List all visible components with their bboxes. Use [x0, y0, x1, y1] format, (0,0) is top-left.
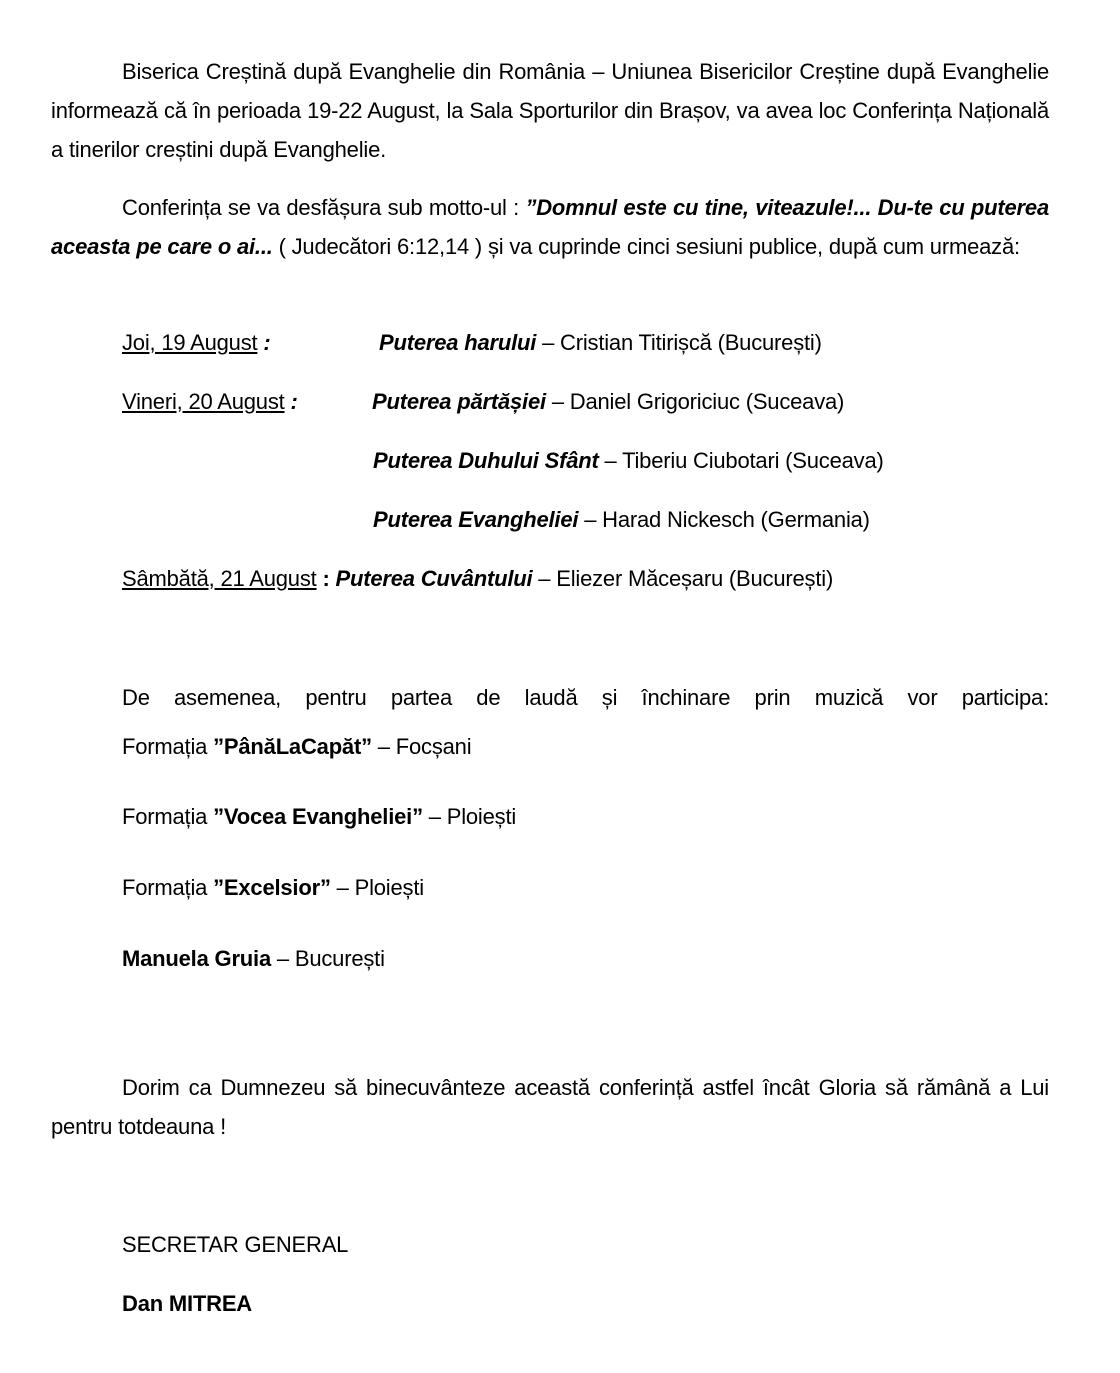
session-speaker: – Cristian Titirișcă (București) — [536, 330, 822, 355]
music-group-city: – Ploiești — [330, 875, 424, 900]
motto-lead: Conferința se va desfășura sub motto-ul : — [122, 195, 526, 220]
music-group-name: ”PânăLaCapăt” — [213, 734, 372, 759]
intro-text: Biserica Creștină după Evanghelie din România – Uniunea Bisericilor Creștine după Evanghelie informează că în perioada 19-22 August, la Sala Sporturilor din Brașov, va avea loc Conferința Națională a tinerilor creștini după Evanghelie. — [51, 59, 1049, 162]
session-speaker: – Harad Nickesch (Germania) — [578, 507, 870, 532]
session-speaker: – Tiberiu Ciubotari (Suceava) — [598, 448, 884, 473]
music-group — [122, 732, 471, 762]
signature-name: Dan MITREA — [122, 1291, 253, 1316]
music-group — [122, 944, 385, 974]
music-group-prefix: Formația — [122, 804, 214, 829]
motto-paragraph — [51, 188, 1049, 266]
session-title: Puterea Cuvântului — [335, 566, 533, 591]
intro-paragraph — [51, 52, 1049, 169]
session-title: Puterea Evangheliei — [373, 507, 579, 532]
session-speaker: – Eliezer Măceșaru (București) — [532, 566, 834, 591]
closing-paragraph — [51, 1068, 1049, 1146]
session-title: Puterea Duhului Sfânt — [373, 448, 599, 473]
session-day: Sâmbătă, 21 August — [122, 566, 317, 591]
session-day: Joi, 19 August — [122, 330, 258, 355]
music-group-name: Manuela Gruia — [122, 946, 271, 971]
music-group-city: – București — [271, 946, 385, 971]
signature-role: SECRETAR GENERAL — [122, 1232, 349, 1257]
music-group-name: ”Excelsior” — [213, 875, 331, 900]
session-day-separator: : — [257, 330, 271, 355]
session-speaker: – Daniel Grigoriciuc (Suceava) — [545, 389, 845, 414]
motto-reference: ( Judecători 6:12,14 ) și va cuprinde cinci sesiuni publice, după cum urmează: — [272, 234, 1020, 259]
session-title: Puterea harului — [379, 330, 537, 355]
music-group-prefix: Formația — [122, 734, 214, 759]
closing-text: Dorim ca Dumnezeu să binecuvânteze această conferință astfel încât Gloria să rămână a Lui pentru totdeauna ! — [51, 1075, 1049, 1139]
music-group-prefix: Formația — [122, 875, 214, 900]
music-group-name: ”Vocea Evangheliei” — [213, 804, 423, 829]
session-title: Puterea părtășiei — [372, 389, 546, 414]
music-group-city: – Ploiești — [422, 804, 517, 829]
session-day-separator: : — [284, 389, 298, 414]
music-intro: De asemenea, pentru partea de laudă și închinare prin muzică vor participa: — [122, 685, 1049, 710]
music-group-city: – Focșani — [371, 734, 472, 759]
session-day: Vineri, 20 August — [122, 389, 285, 414]
session-day-separator: : — [316, 566, 336, 591]
motto-quote: ”Domnul este cu tine, viteazule!... Du-te cu puterea aceasta pe care o ai... — [51, 195, 1049, 259]
music-group — [122, 873, 424, 903]
music-group — [122, 802, 516, 832]
